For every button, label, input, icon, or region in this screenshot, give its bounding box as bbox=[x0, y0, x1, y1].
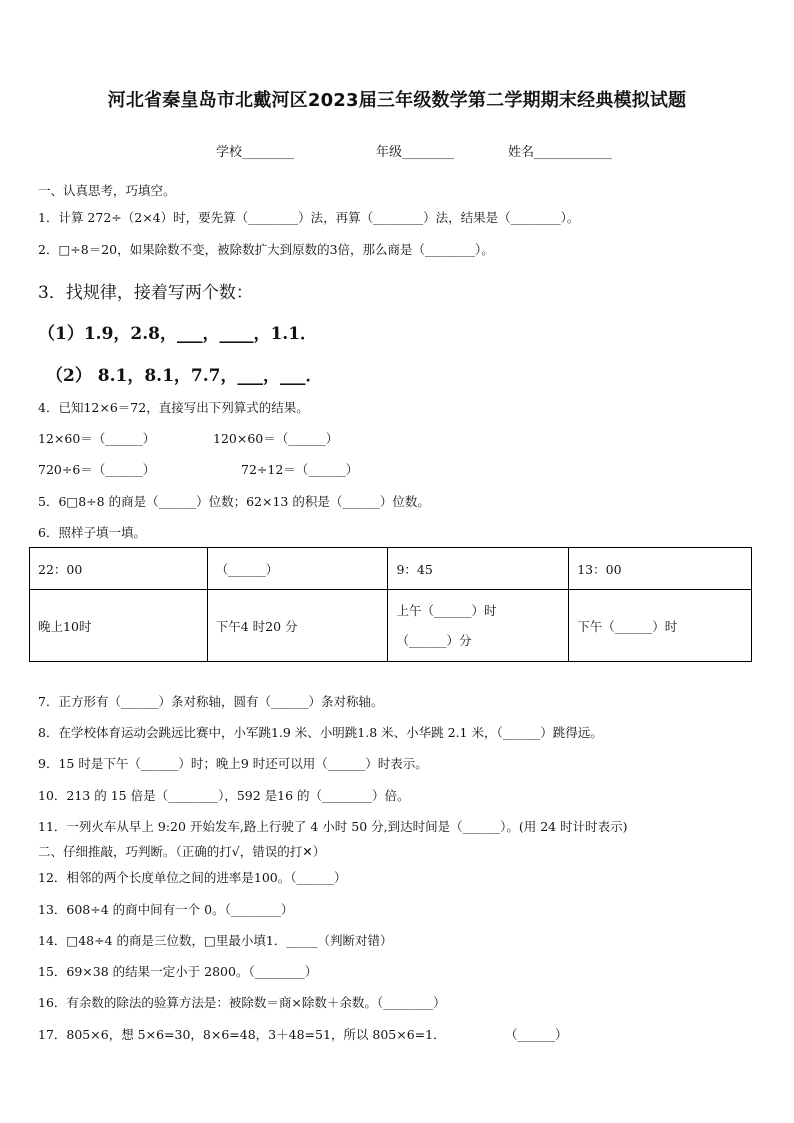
table-cell[interactable] bbox=[388, 590, 569, 662]
table-row bbox=[30, 590, 752, 662]
section-1-heading: 一、认真思考，巧填空。 bbox=[38, 183, 176, 198]
question-17: 17．805×6，想 5×6=30，8×6=48，3＋48=51，所以 805×6=1． bbox=[38, 1027, 446, 1042]
name-field[interactable]: 姓名____________ bbox=[508, 145, 613, 160]
table-cell[interactable]: 下午（______）时 bbox=[569, 590, 752, 662]
table-cell[interactable]: （______） bbox=[207, 548, 388, 590]
table-row bbox=[30, 548, 752, 590]
q17-answer-blank[interactable]: （______） bbox=[505, 1027, 568, 1042]
question-7: 7．正方形有（______）条对称轴，圆有（______）条对称轴。 bbox=[38, 694, 384, 709]
question-10: 10．213 的 15 倍是（________），592 是16 的（________）倍。 bbox=[38, 788, 410, 803]
table-cell: 13：00 bbox=[569, 548, 752, 590]
question-3-part-1: （1）1.9，2.8，___，____，1.1． bbox=[38, 324, 318, 344]
grade-field[interactable]: 年级________ bbox=[376, 145, 455, 160]
school-field[interactable]: 学校________ bbox=[216, 145, 295, 160]
question-13: 13．608÷4 的商中间有一个 0。（________） bbox=[38, 902, 294, 917]
question-5: 5．6□8÷8 的商是（______）位数；62×13 的积是（______）位数。 bbox=[38, 494, 430, 509]
question-3-part-2: （2） 8.1，8.1，7.7，___，___． bbox=[46, 366, 323, 386]
cell-line: （______）分 bbox=[396, 632, 472, 648]
question-4: 4．已知12×6＝72，直接写出下列算式的结果。 bbox=[38, 400, 309, 415]
cell-line: 上午（______）时 bbox=[396, 602, 497, 618]
time-conversion-table bbox=[29, 547, 752, 662]
section-2-heading: 二、仔细推敲，巧判断。（正确的打√，错误的打✕） bbox=[38, 844, 326, 859]
q4-item-3: 720÷6＝（______） bbox=[38, 462, 156, 477]
question-15: 15．69×38 的结果一定小于 2800。（________） bbox=[38, 964, 318, 979]
table-cell: 下午4 时20 分 bbox=[207, 590, 388, 662]
question-2: 2．□÷8＝20，如果除数不变，被除数扩大到原数的3倍，那么商是（________）。 bbox=[38, 242, 494, 257]
question-8: 8．在学校体育运动会跳远比赛中，小军跳1.9 米、小明跳1.8 米、小华跳 2.1 米，（______）跳得远。 bbox=[38, 725, 603, 740]
question-16: 16．有余数的除法的验算方法是：被除数＝商×除数＋余数。（________） bbox=[38, 995, 446, 1010]
question-11: 11．一列火车从早上 9:20 开始发车,路上行驶了 4 小时 50 分,到达时间是（______）。(用 24 时计时表示) bbox=[38, 819, 628, 834]
table-cell: 晚上10时 bbox=[30, 590, 208, 662]
question-12: 12．相邻的两个长度单位之间的进率是100。（______） bbox=[38, 870, 347, 885]
question-6: 6．照样子填一填。 bbox=[38, 525, 146, 540]
q4-item-2: 120×60＝（______） bbox=[213, 431, 339, 446]
question-9: 9．15 时是下午（______）时；晚上9 时还可以用（______）时表示。 bbox=[38, 756, 428, 771]
question-3: 3．找规律，接着写两个数： bbox=[38, 283, 253, 303]
q4-item-1: 12×60＝（______） bbox=[38, 431, 156, 446]
question-1: 1．计算 272÷（2×4）时，要先算（________）法，再算（________）法，结果是（________）。 bbox=[38, 210, 580, 225]
exam-title: 河北省秦皇岛市北戴河区2023届三年级数学第二学期期末经典模拟试题 bbox=[107, 90, 687, 111]
table-cell: 22：00 bbox=[30, 548, 208, 590]
q4-item-4: 72÷12＝（______） bbox=[241, 462, 359, 477]
question-14: 14．□48÷4 的商是三位数，□里最小填1．_____（判断对错） bbox=[38, 933, 393, 948]
table-cell: 9：45 bbox=[388, 548, 569, 590]
